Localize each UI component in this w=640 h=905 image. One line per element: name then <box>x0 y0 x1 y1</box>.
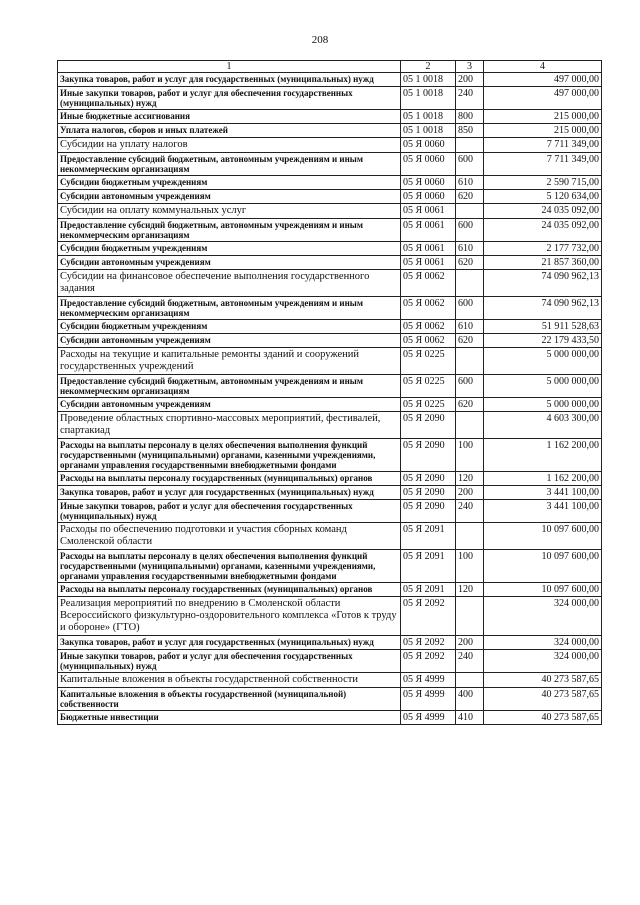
row-code-cell: 05 Я 2090 <box>401 472 456 486</box>
row-code-cell: 05 Я 0060 <box>401 190 456 204</box>
row-amount-cell: 2 590 715,00 <box>484 176 602 190</box>
row-amount-cell: 40 273 587,65 <box>484 673 602 688</box>
table-row <box>58 320 602 334</box>
table-row <box>58 523 602 550</box>
row-amount-cell: 21 857 360,00 <box>484 256 602 270</box>
row-code-cell: 05 Я 0061 <box>401 219 456 242</box>
row-name-cell: Субсидии автономным учреждениям <box>58 398 401 412</box>
row-code-cell: 05 1 0018 <box>401 110 456 124</box>
row-amount-cell: 324 000,00 <box>484 597 602 636</box>
row-name-cell: Расходы по обеспечению подготовки и участия сборных команд Смоленской области <box>58 523 401 550</box>
row-expense-type-cell: 200 <box>456 73 484 87</box>
row-name-cell: Субсидии на финансовое обеспечение выполнения государственного задания <box>58 270 401 297</box>
row-code-cell: 05 Я 0225 <box>401 398 456 412</box>
row-expense-type-cell: 610 <box>456 176 484 190</box>
row-amount-cell: 40 273 587,65 <box>484 688 602 711</box>
row-code-cell: 05 Я 2091 <box>401 523 456 550</box>
row-amount-cell: 74 090 962,13 <box>484 297 602 320</box>
row-code-cell: 05 Я 4999 <box>401 688 456 711</box>
row-code-cell: 05 Я 2091 <box>401 550 456 583</box>
table-row <box>58 711 602 725</box>
row-name-cell: Субсидии бюджетным учреждениям <box>58 176 401 190</box>
row-expense-type-cell: 620 <box>456 398 484 412</box>
row-name-cell: Предоставление субсидий бюджетным, автономным учреждениям и иным некоммерческим организациям <box>58 153 401 176</box>
row-name-cell: Бюджетные инвестиции <box>58 711 401 725</box>
row-expense-type-cell: 610 <box>456 320 484 334</box>
row-expense-type-cell: 600 <box>456 297 484 320</box>
row-expense-type-cell <box>456 523 484 550</box>
row-amount-cell: 24 035 092,00 <box>484 219 602 242</box>
row-name-cell: Закупка товаров, работ и услуг для государственных (муниципальных) нужд <box>58 73 401 87</box>
row-code-cell: 05 Я 0062 <box>401 320 456 334</box>
row-name-cell: Иные закупки товаров, работ и услуг для обеспечения государственных (муниципальных) нужд <box>58 87 401 110</box>
row-code-cell: 05 Я 0061 <box>401 256 456 270</box>
row-name-cell: Уплата налогов, сборов и иных платежей <box>58 124 401 138</box>
table-row <box>58 688 602 711</box>
row-expense-type-cell: 400 <box>456 688 484 711</box>
row-expense-type-cell: 600 <box>456 375 484 398</box>
row-name-cell: Субсидии на оплату коммунальных услуг <box>58 204 401 219</box>
row-code-cell: 05 Я 2090 <box>401 439 456 472</box>
row-name-cell: Закупка товаров, работ и услуг для государственных (муниципальных) нужд <box>58 636 401 650</box>
row-amount-cell: 5 000 000,00 <box>484 398 602 412</box>
row-amount-cell: 324 000,00 <box>484 650 602 673</box>
table-row <box>58 190 602 204</box>
row-code-cell: 05 1 0018 <box>401 87 456 110</box>
budget-table <box>57 60 602 725</box>
row-name-cell: Реализация мероприятий по внедрению в Смоленской области Всероссийского физкультурно-оздоровительного комплекса «Готов к труду и обороне» (ГТО) <box>58 597 401 636</box>
row-amount-cell: 10 097 600,00 <box>484 583 602 597</box>
table-row <box>58 73 602 87</box>
table-row <box>58 242 602 256</box>
row-expense-type-cell: 200 <box>456 486 484 500</box>
table-row <box>58 204 602 219</box>
row-name-cell: Субсидии автономным учреждениям <box>58 334 401 348</box>
row-code-cell: 05 Я 2090 <box>401 412 456 439</box>
table-row <box>58 673 602 688</box>
row-expense-type-cell: 620 <box>456 256 484 270</box>
column-header-name: 1 <box>58 61 401 73</box>
row-code-cell: 05 1 0018 <box>401 124 456 138</box>
row-amount-cell: 24 035 092,00 <box>484 204 602 219</box>
row-expense-type-cell: 200 <box>456 636 484 650</box>
column-header-code: 2 <box>401 61 456 73</box>
table-row <box>58 297 602 320</box>
row-code-cell: 05 Я 0062 <box>401 334 456 348</box>
row-name-cell: Субсидии бюджетным учреждениям <box>58 242 401 256</box>
row-amount-cell: 3 441 100,00 <box>484 486 602 500</box>
row-expense-type-cell <box>456 204 484 219</box>
row-amount-cell: 2 177 732,00 <box>484 242 602 256</box>
table-row <box>58 334 602 348</box>
row-name-cell: Расходы на выплаты персоналу государственных (муниципальных) органов <box>58 583 401 597</box>
row-name-cell: Расходы на выплаты персоналу в целях обеспечения выполнения функций государственными (муниципальными) органами, казенными учреждениями, органами управления государственными внебюджетными фондами <box>58 550 401 583</box>
row-code-cell: 05 Я 0225 <box>401 348 456 375</box>
row-name-cell: Иные бюджетные ассигнования <box>58 110 401 124</box>
row-expense-type-cell: 100 <box>456 550 484 583</box>
table-row <box>58 636 602 650</box>
row-amount-cell: 3 441 100,00 <box>484 500 602 523</box>
row-name-cell: Капитальные вложения в объекты государственной (муниципальной) собственности <box>58 688 401 711</box>
table-row <box>58 412 602 439</box>
row-expense-type-cell: 240 <box>456 650 484 673</box>
row-amount-cell: 7 711 349,00 <box>484 138 602 153</box>
table-row <box>58 650 602 673</box>
row-code-cell: 05 Я 2090 <box>401 486 456 500</box>
row-code-cell: 05 Я 2092 <box>401 650 456 673</box>
row-code-cell: 05 Я 0060 <box>401 138 456 153</box>
row-expense-type-cell <box>456 412 484 439</box>
table-row <box>58 597 602 636</box>
row-amount-cell: 40 273 587,65 <box>484 711 602 725</box>
row-expense-type-cell: 620 <box>456 190 484 204</box>
table-row <box>58 270 602 297</box>
row-code-cell: 05 Я 4999 <box>401 673 456 688</box>
table-row <box>58 256 602 270</box>
row-name-cell: Расходы на выплаты персоналу в целях обеспечения выполнения функций государственными (муниципальными) органами, казенными учреждениями, органами управления государственными внебюджетными фондами <box>58 439 401 472</box>
row-name-cell: Проведение областных спортивно-массовых мероприятий, фестивалей, спартакиад <box>58 412 401 439</box>
table-row <box>58 219 602 242</box>
row-amount-cell: 10 097 600,00 <box>484 550 602 583</box>
row-code-cell: 05 Я 2091 <box>401 583 456 597</box>
page-number: 208 <box>311 34 329 46</box>
row-code-cell: 05 1 0018 <box>401 73 456 87</box>
row-code-cell: 05 Я 2090 <box>401 500 456 523</box>
row-expense-type-cell <box>456 348 484 375</box>
row-amount-cell: 10 097 600,00 <box>484 523 602 550</box>
row-expense-type-cell: 100 <box>456 439 484 472</box>
row-name-cell: Расходы на текущие и капитальные ремонты зданий и сооружений государственных учреждений <box>58 348 401 375</box>
table-row <box>58 500 602 523</box>
row-expense-type-cell: 600 <box>456 153 484 176</box>
table-row <box>58 472 602 486</box>
table-body <box>58 73 602 725</box>
row-code-cell: 05 Я 0060 <box>401 153 456 176</box>
row-amount-cell: 4 603 300,00 <box>484 412 602 439</box>
row-name-cell: Закупка товаров, работ и услуг для государственных (муниципальных) нужд <box>58 486 401 500</box>
row-amount-cell: 5 120 634,00 <box>484 190 602 204</box>
row-code-cell: 05 Я 0225 <box>401 375 456 398</box>
row-name-cell: Иные закупки товаров, работ и услуг для обеспечения государственных (муниципальных) нужд <box>58 500 401 523</box>
row-amount-cell: 324 000,00 <box>484 636 602 650</box>
row-amount-cell: 215 000,00 <box>484 110 602 124</box>
row-name-cell: Иные закупки товаров, работ и услуг для обеспечения государственных (муниципальных) нужд <box>58 650 401 673</box>
row-amount-cell: 5 000 000,00 <box>484 348 602 375</box>
table-row <box>58 375 602 398</box>
table-row <box>58 138 602 153</box>
row-expense-type-cell: 120 <box>456 472 484 486</box>
row-amount-cell: 7 711 349,00 <box>484 153 602 176</box>
row-name-cell: Субсидии автономным учреждениям <box>58 256 401 270</box>
table-row <box>58 110 602 124</box>
row-expense-type-cell: 620 <box>456 334 484 348</box>
row-code-cell: 05 Я 0061 <box>401 242 456 256</box>
row-code-cell: 05 Я 0062 <box>401 270 456 297</box>
row-expense-type-cell: 600 <box>456 219 484 242</box>
row-expense-type-cell <box>456 270 484 297</box>
row-expense-type-cell: 240 <box>456 87 484 110</box>
row-code-cell: 05 Я 2092 <box>401 597 456 636</box>
row-name-cell: Субсидии на уплату налогов <box>58 138 401 153</box>
table-row <box>58 486 602 500</box>
row-code-cell: 05 Я 0060 <box>401 176 456 190</box>
table-row <box>58 550 602 583</box>
column-header-expense-type: 3 <box>456 61 484 73</box>
table-header-row <box>58 61 602 73</box>
row-expense-type-cell <box>456 673 484 688</box>
row-amount-cell: 74 090 962,13 <box>484 270 602 297</box>
row-amount-cell: 5 000 000,00 <box>484 375 602 398</box>
row-name-cell: Предоставление субсидий бюджетным, автономным учреждениям и иным некоммерческим организациям <box>58 297 401 320</box>
row-name-cell: Расходы на выплаты персоналу государственных (муниципальных) органов <box>58 472 401 486</box>
row-code-cell: 05 Я 0061 <box>401 204 456 219</box>
row-expense-type-cell: 120 <box>456 583 484 597</box>
row-amount-cell: 51 911 528,63 <box>484 320 602 334</box>
row-expense-type-cell: 610 <box>456 242 484 256</box>
row-name-cell: Субсидии бюджетным учреждениям <box>58 320 401 334</box>
row-expense-type-cell: 240 <box>456 500 484 523</box>
row-amount-cell: 497 000,00 <box>484 87 602 110</box>
row-expense-type-cell: 410 <box>456 711 484 725</box>
table-row <box>58 87 602 110</box>
row-code-cell: 05 Я 4999 <box>401 711 456 725</box>
row-name-cell: Предоставление субсидий бюджетным, автономным учреждениям и иным некоммерческим организациям <box>58 375 401 398</box>
row-amount-cell: 1 162 200,00 <box>484 472 602 486</box>
table-row <box>58 398 602 412</box>
row-amount-cell: 497 000,00 <box>484 73 602 87</box>
row-expense-type-cell: 850 <box>456 124 484 138</box>
row-amount-cell: 1 162 200,00 <box>484 439 602 472</box>
row-name-cell: Субсидии автономным учреждениям <box>58 190 401 204</box>
row-code-cell: 05 Я 0062 <box>401 297 456 320</box>
row-amount-cell: 215 000,00 <box>484 124 602 138</box>
row-expense-type-cell: 800 <box>456 110 484 124</box>
table-row <box>58 348 602 375</box>
row-name-cell: Предоставление субсидий бюджетным, автономным учреждениям и иным некоммерческим организациям <box>58 219 401 242</box>
column-header-amount: 4 <box>484 61 602 73</box>
table-row <box>58 583 602 597</box>
row-expense-type-cell <box>456 138 484 153</box>
row-expense-type-cell <box>456 597 484 636</box>
row-amount-cell: 22 179 433,50 <box>484 334 602 348</box>
table-row <box>58 176 602 190</box>
table-row <box>58 153 602 176</box>
table-row <box>58 439 602 472</box>
row-name-cell: Капитальные вложения в объекты государственной собственности <box>58 673 401 688</box>
row-code-cell: 05 Я 2092 <box>401 636 456 650</box>
table-row <box>58 124 602 138</box>
